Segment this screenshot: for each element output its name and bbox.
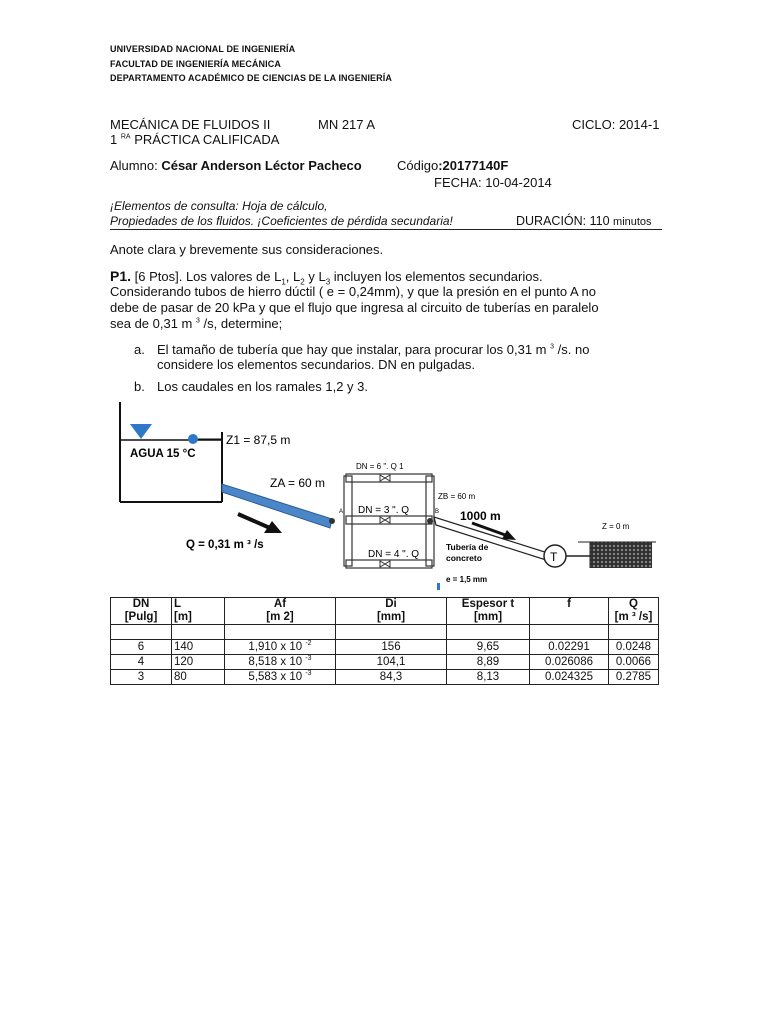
problem-text-a: , L [285,269,301,284]
cell-l: 140 [172,640,225,655]
pipe-3-label: DN = 4 ". Q [368,549,420,560]
cell-f: 0.024325 [530,670,609,685]
header-di-2: [mm] [376,611,406,623]
problem-line-4-sup: 3 [196,317,200,325]
z1-label: Z1 = 87,5 m [226,433,291,447]
cell-af-exp: -3 [305,654,312,662]
cell-t: 8,13 [447,670,530,685]
header-dn-1: DN [132,598,150,610]
roughness-marker [437,583,440,590]
pipe-1-label: DN = 6 ". Q 1 [356,462,404,471]
course-code: MN 217 A [318,117,376,132]
subscript-3: 3 [325,277,331,287]
problem-line-2: Considerando tubos de hierro dúctil ( e = 0,24mm), y que la presión en el punto A no [110,284,596,299]
concrete-label-1: Tubería de [446,542,489,552]
zb-label: ZB = 60 m [438,492,476,501]
cell-di: 104,1 [336,655,447,670]
student-label: Alumno: [110,158,158,173]
cell-af-base: 8,518 x 10 [248,655,303,668]
turbine-label: T [550,550,558,564]
pipe-2-label: DN = 3 ". Q [358,505,410,516]
flow-label: Q = 0,31 m ³ /s [186,539,264,551]
pipe-system-diagram [100,396,660,594]
duration-label: DURACIÓN: 110 [516,214,610,228]
item-a-marker: a. [134,342,145,357]
item-b-marker: b. [134,379,145,394]
point-a-label: A [339,509,344,515]
item-a-sup: 3 [550,343,555,351]
results-table [110,597,659,685]
cell-di: 156 [336,640,447,655]
cell-dn: 4 [111,655,172,670]
cell-af-base: 1,910 x 10 [248,640,303,653]
cell-t: 9,65 [447,640,530,655]
cell-q: 0.0066 [609,655,659,670]
cell-l: 120 [172,655,225,670]
practice-title [110,132,279,147]
header-l-2: [m] [174,611,192,623]
student-name: César Anderson Léctor Pacheco [161,158,362,173]
point-b-label: B [435,509,440,515]
water-level-triangle-icon [130,424,152,439]
cell-af [225,670,336,685]
problem-line-4b: /s, determine; [199,316,283,331]
problem-line-4 [110,316,658,332]
cell-af [225,655,336,670]
header-dn-2: [Pulg] [124,611,158,623]
header-f-1: f [567,598,571,610]
table-row [111,670,659,685]
department-name: DEPARTAMENTO ACADÉMICO DE CIENCIAS DE LA INGENIERÍA [110,73,392,83]
item-b-text: Los caudales en los ramales 1,2 y 3. [157,379,369,394]
problem-line-3: debe de pasar de 20 kPa y que el flujo que ingresa al circuito de tuberías en paralelo [110,300,599,315]
faculty-name: FACULTAD DE INGENIERÍA MECÁNICA [110,59,281,69]
student-line [110,158,362,173]
za-label: ZA = 60 m [270,476,326,490]
cell-l: 80 [172,670,225,685]
header-t-2: [mm] [473,611,503,623]
header-dn [111,598,172,625]
header-af-1: Af [273,598,287,610]
water-level-dot-icon [188,434,198,444]
code-value: :20177140F [438,158,509,173]
subscript-1: 1 [281,277,286,287]
cell-di: 84,3 [336,670,447,685]
cell-f: 0.026086 [530,655,609,670]
junction-b [427,518,433,524]
header-f [530,598,609,625]
header-af-2: [m 2] [266,611,294,623]
cell-dn: 6 [111,640,172,655]
water-label: AGUA 15 °C [130,448,196,460]
header-q-2: [m ³ /s] [614,611,653,623]
cell-af-exp: -2 [305,639,312,647]
downstream-reservoir [578,542,656,568]
roughness-label: e = 1,5 mm [446,575,488,584]
supply-pipe [222,484,332,528]
header-l [172,598,225,625]
cell-af-exp: -3 [305,669,312,677]
practice-number: 1 [110,132,118,147]
header-t-1: Espesor t [461,598,515,610]
duration-unit: minutos [613,216,652,228]
item-a-line-2: considere los elementos secundarios. DN en pulgadas. [157,357,475,372]
course-name: MECÁNICA DE FLUIDOS II [110,117,271,132]
header-t [447,598,530,625]
code-label: Código [397,158,439,173]
cell-q: 0.0248 [609,640,659,655]
cell-af [225,640,336,655]
problem-line-4a: sea de 0,31 m [110,316,196,331]
practice-label: PRÁCTICA CALIFICADA [134,132,280,147]
table-row [111,640,659,655]
subscript-2: 2 [300,277,305,287]
problem-text-c: incluyen los elementos secundarios. [330,269,543,284]
cell-dn: 3 [111,670,172,685]
header-l-1: L [174,598,182,610]
header-q [609,598,659,625]
item-a-text-2: /s. no [554,342,590,357]
pipe-length-label: 1000 m [460,509,501,523]
table-row [111,655,659,670]
problem-statement [110,268,658,285]
student-code [397,158,508,173]
header-af [225,598,336,625]
header-di-1: Di [385,598,397,610]
resources-line-2: Propiedades de los fluidos. ¡Coeficientes de pérdida secundaria! [110,214,453,228]
divider-rule [110,229,662,230]
course-cycle: CICLO: 2014-1 [572,117,660,132]
z0-label: Z = 0 m [602,522,630,531]
item-a-text-1: El tamaño de tubería que hay que instalar, para procurar los 0,31 m [157,342,551,357]
instructions: Anote clara y brevemente sus consideraciones. [110,242,384,257]
header-q-1: Q [629,598,638,610]
table-header-row [111,598,659,625]
flow-arrow-shaft [238,514,270,528]
junction-a [329,518,335,524]
university-name: UNIVERSIDAD NACIONAL DE INGENIERÍA [110,44,296,54]
header-di [336,598,447,625]
problem-points: [6 Ptos]. Los valores de L [134,269,282,284]
cell-t: 8,89 [447,655,530,670]
concrete-label-2: concreto [446,553,482,563]
practice-superscript: RA [120,133,131,141]
cell-af-base: 5,583 x 10 [248,670,303,683]
problem-text-b: y L [304,269,326,284]
item-a-text [157,342,658,357]
problem-label: P1. [110,268,132,284]
exam-date: FECHA: 10-04-2014 [434,175,552,190]
table-empty-row [111,625,659,640]
resources-line-1: ¡Elementos de consulta: Hoja de cálculo, [110,199,328,213]
duration [516,214,652,228]
cell-f: 0.02291 [530,640,609,655]
cell-q: 0.2785 [609,670,659,685]
